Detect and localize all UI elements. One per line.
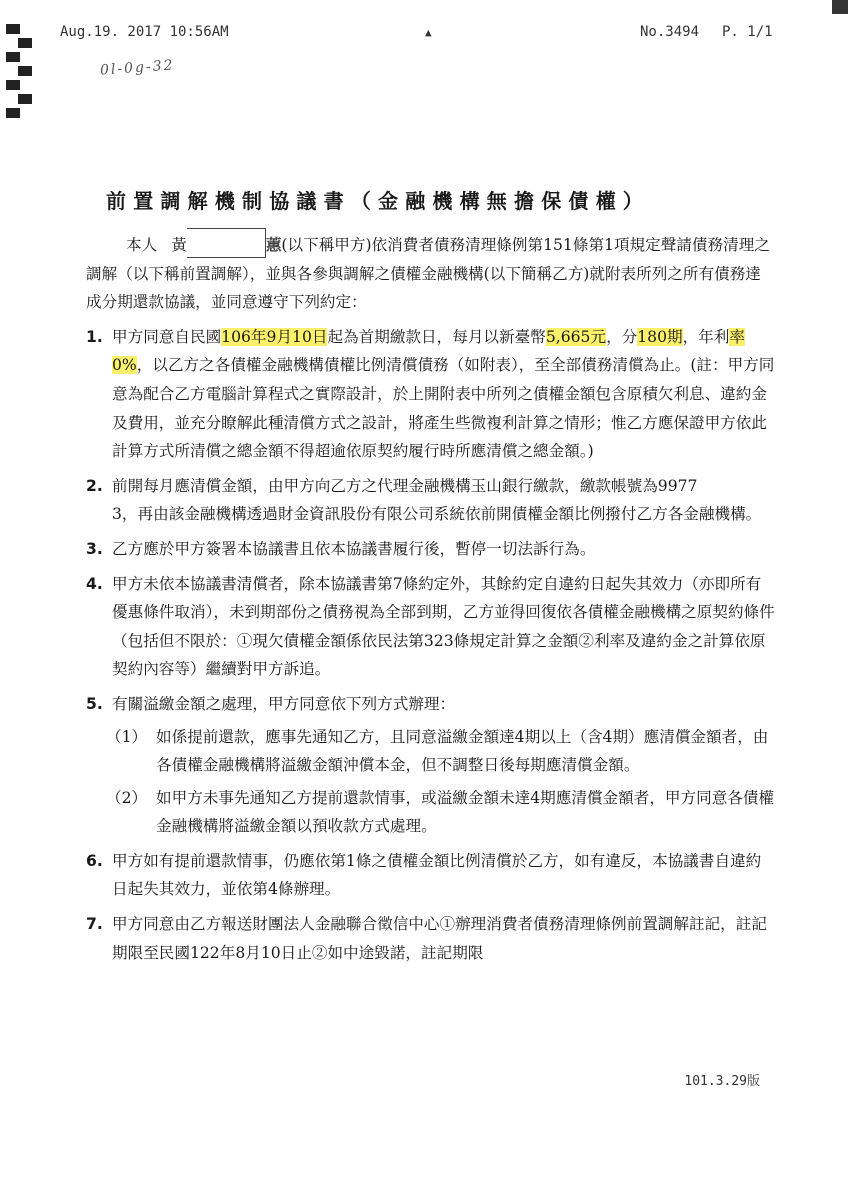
- fax-datetime: Aug.19. 2017 10:56AM: [60, 24, 229, 40]
- start-date: 106年9月10日: [221, 327, 328, 346]
- clause-4: 4. 甲方未依本協議書清償者，除本協議書第7條約定外，其餘約定自違約日起失其效力（亦即所有優惠條件取消），未到期部份之債務視為全部到期，乙方並得回復依各債權金融機構之原契約條件（包括但不限於：①現欠債權金額係依民法第323條規定計算之金額②利率及違約金之計算依原契約內容等）繼續對甲方訴追。: [86, 574, 775, 679]
- clause-7: 7. 甲方同意由乙方報送財團法人金融聯合徵信中心①辦理消費者債務清理條例前置調解註記，註記期限至民國122年8月10日止②如中途毀諾，註記期限: [86, 915, 767, 962]
- name-partial: 黃: [171, 236, 187, 254]
- form-version: 101.3.29版: [684, 1074, 760, 1089]
- clause-2: 2. 前開每月應清償金額，由甲方向乙方之代理金融機構玉山銀行繳款，繳款帳號為99773，再由該金融機構透過財金資訊股份有限公司系統依前開債權金額比例撥付乙方各金融機構。: [86, 476, 762, 524]
- fax-header: [0, 24, 848, 48]
- monthly-amount: 5,665元: [545, 327, 607, 346]
- fax-page: P. 1/1: [722, 24, 773, 40]
- handwritten-note: 0l-0g-32: [99, 57, 175, 79]
- clause-1: 1. 甲方同意自民國106年9月10日起為首期繳款日，每月以新臺幣5,665元，分180期，年利率0%，以乙方之各債權金融機構債權比例清償債務（如附表），至全部債務清償為止。(註：甲方同意為配合乙方電腦計算程式之實際設計，於上開附表中所列之債權金額包含原積欠利息、違約金及費用，並充分瞭解此種清償方式之設計，將產生些微複利計算之情形；惟乙方應保證甲方依此計算方式所清償之總金額不得超逾依原契約履行時所應清償之總金額。): [86, 327, 775, 461]
- clause-5-sub-1: （1） 如係提前還款，應事先通知乙方，且同意溢繳金額達4期以上（含4期）應清償金額者，由各債權金融機構將溢繳金額沖償本金，但不調整日後每期應清償金額。: [106, 727, 769, 775]
- interest-rate: 率0%: [112, 327, 746, 375]
- name-redaction: [187, 228, 266, 258]
- fax-number: No.3494: [640, 24, 700, 40]
- intro-paragraph: 本人 黃 蕙(以下稱甲方)依消費者債務清理條例第151條第1項規定聲請債務清理之調解（以下稱前置調解），並與各參與調解之債權金融機構(以下簡稱乙方)就附表所列之所有債務達成分期還款協議，並同意遵守下列約定：: [86, 228, 776, 317]
- clause-6: 6. 甲方如有提前還款情事，仍應依第1條之債權金額比例清償於乙方，如有違反，本協議書自違約日起失其效力，並依第4條辦理。: [86, 851, 762, 899]
- agreement-body: [86, 228, 776, 967]
- name-seal: 蕙: [265, 235, 282, 254]
- clause-5-sub-2: （2） 如甲方未事先通知乙方提前還款情事，或溢繳金額未達4期應清償金額者，甲方同意各債權金融機構將溢繳金額以預收款方式處理。: [106, 788, 775, 836]
- scan-corner-mark: [832, 0, 848, 14]
- document-title: 前置調解機制協議書（金融機構無擔保債權）: [106, 189, 650, 213]
- clause-5: 5. 有關溢繳金額之處理，甲方同意依下列方式辦理：: [86, 694, 456, 713]
- fax-marker-icon: ▲: [425, 26, 432, 39]
- periods: 180期: [637, 327, 683, 346]
- clause-3: 3. 乙方應於甲方簽署本協議書且依本協議書履行後，暫停一切法訴行為。: [86, 539, 596, 558]
